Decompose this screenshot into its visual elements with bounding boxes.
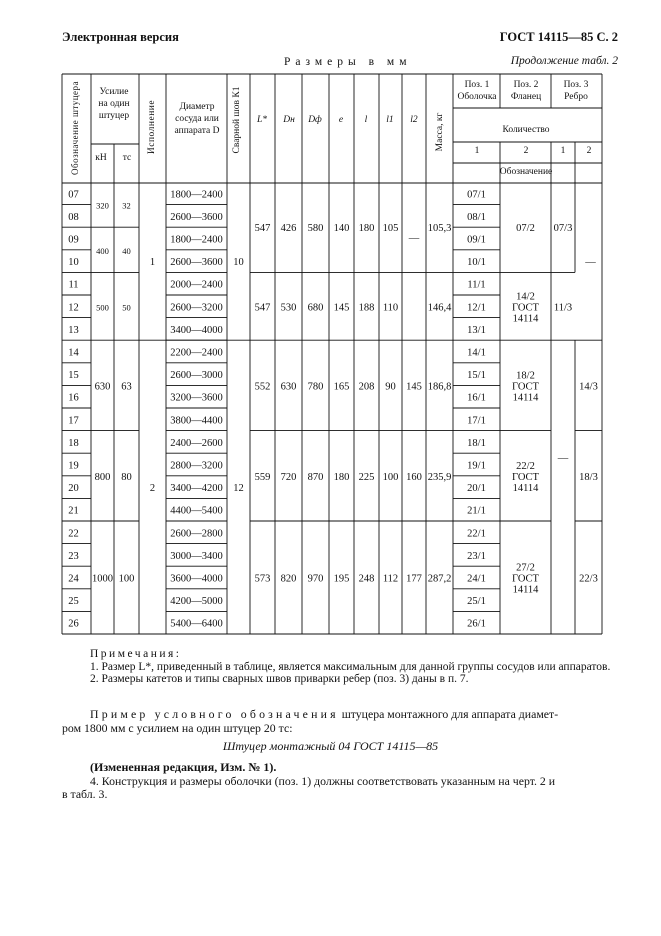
head-pos3-b: Ребро bbox=[564, 92, 588, 102]
head-mass: Масса, кг bbox=[435, 112, 446, 152]
row-shell-designation: 17/1 bbox=[467, 415, 486, 427]
flange-designation: 14114 bbox=[512, 482, 539, 494]
flange-designation: 27/2 bbox=[516, 562, 535, 574]
group-dn: 720 bbox=[280, 471, 297, 483]
rib-designation: 11/3 bbox=[553, 302, 573, 314]
group-df: 870 bbox=[307, 471, 324, 483]
row-diameter: 3400—4000 bbox=[170, 324, 223, 336]
group-l: 559 bbox=[254, 471, 271, 483]
head-q3: 1 bbox=[560, 146, 566, 156]
weld-value: 12 bbox=[233, 483, 244, 495]
head-force-2: на один bbox=[98, 99, 130, 109]
row-diameter: 2600—3600 bbox=[170, 257, 223, 269]
row-diameter: 2600—3200 bbox=[170, 302, 223, 314]
group-l2: — bbox=[408, 233, 420, 245]
head-tc: тс bbox=[122, 153, 132, 163]
force-tc: 100 bbox=[118, 573, 135, 585]
row-shell-designation: 09/1 bbox=[467, 234, 486, 246]
rib-designation: 18/3 bbox=[579, 471, 598, 483]
table-grid bbox=[62, 74, 602, 634]
row-shell-designation: 18/1 bbox=[467, 437, 486, 449]
flange-designation: 14114 bbox=[512, 584, 539, 596]
row-shell-designation: 19/1 bbox=[467, 460, 486, 472]
row-code: 21 bbox=[68, 505, 79, 517]
row-code: 09 bbox=[68, 234, 79, 246]
rib-designation: 07/3 bbox=[553, 223, 573, 235]
row-diameter: 2600—3000 bbox=[170, 370, 223, 382]
rib-designation: 14/3 bbox=[579, 381, 598, 393]
row-diameter: 1800—2400 bbox=[170, 234, 223, 246]
head-q4: 2 bbox=[586, 146, 592, 156]
execution-value: 2 bbox=[149, 483, 156, 495]
force-kn: 630 bbox=[94, 381, 111, 393]
group-dn: 820 bbox=[280, 573, 297, 585]
row-code: 20 bbox=[68, 483, 79, 495]
flange-designation: 07/2 bbox=[516, 223, 535, 235]
row-code: 14 bbox=[68, 347, 79, 359]
group-mass: 186,8 bbox=[427, 381, 452, 393]
table-body bbox=[68, 189, 598, 629]
row-diameter: 2400—2600 bbox=[170, 437, 223, 449]
row-diameter: 2000—2400 bbox=[170, 279, 223, 291]
row-shell-designation: 23/1 bbox=[467, 550, 486, 562]
group-l: 208 bbox=[358, 381, 375, 393]
row-shell-designation: 21/1 bbox=[467, 505, 486, 517]
head-force-1: Усилие bbox=[99, 87, 129, 97]
paragraph-4-line-2: в табл. 3. bbox=[62, 787, 108, 801]
head-kn: кН bbox=[95, 153, 107, 163]
row-code: 10 bbox=[68, 257, 79, 269]
rib-dash: — bbox=[585, 257, 596, 269]
group-dn: 630 bbox=[280, 381, 297, 393]
group-l2: 145 bbox=[406, 381, 422, 393]
example-lead: Пример условного обозначения bbox=[90, 707, 339, 721]
force-tc: 32 bbox=[122, 200, 131, 211]
head-e: e bbox=[338, 115, 344, 125]
flange-designation: ГОСТ bbox=[512, 302, 539, 314]
group-mass: 105,3 bbox=[427, 223, 452, 235]
row-shell-designation: 14/1 bbox=[467, 347, 486, 359]
note-2: 2. Размеры катетов и типы сварных швов приварки ребер (поз. 3) даны в п. 7. bbox=[90, 673, 469, 685]
row-code: 07 bbox=[68, 189, 79, 201]
example-line-1 bbox=[90, 707, 610, 722]
head-force-3: штуцер bbox=[98, 111, 130, 121]
group-l: 188 bbox=[358, 302, 375, 314]
row-code: 26 bbox=[68, 618, 79, 630]
row-shell-designation: 12/1 bbox=[467, 302, 486, 314]
row-shell-designation: 24/1 bbox=[467, 573, 486, 585]
force-tc: 80 bbox=[121, 471, 132, 483]
row-diameter: 2800—3200 bbox=[170, 460, 223, 472]
group-mass: 235,9 bbox=[427, 471, 452, 483]
group-df: 970 bbox=[307, 573, 324, 585]
change-note: (Измененная редакция, Изм. № 1). bbox=[90, 760, 277, 774]
row-code: 18 bbox=[68, 437, 79, 449]
group-mass: 287,2 bbox=[427, 573, 452, 585]
head-diam-3: аппарата D bbox=[174, 126, 220, 136]
head-designation-small: Обозначение bbox=[499, 167, 553, 177]
group-l1: 110 bbox=[382, 302, 399, 314]
force-kn: 1000 bbox=[92, 573, 113, 585]
rib-dash: — bbox=[557, 453, 569, 465]
head-l2: l2 bbox=[410, 115, 418, 125]
row-shell-designation: 13/1 bbox=[467, 324, 486, 336]
head-designation: Обозначение штуцера bbox=[70, 80, 81, 176]
row-diameter: 2600—2800 bbox=[170, 528, 223, 540]
head-Df: Dф bbox=[308, 115, 322, 125]
force-kn: 500 bbox=[96, 302, 109, 313]
header-right: ГОСТ 14115—85 С. 2 bbox=[499, 30, 618, 44]
force-tc: 40 bbox=[122, 245, 131, 256]
flange-designation: 22/2 bbox=[516, 460, 535, 472]
head-q2: 2 bbox=[523, 146, 529, 156]
group-l: 248 bbox=[358, 573, 375, 585]
row-code: 13 bbox=[68, 324, 79, 336]
flange-designation: ГОСТ bbox=[512, 573, 539, 585]
group-l1: 90 bbox=[385, 381, 396, 393]
row-code: 24 bbox=[68, 573, 79, 585]
group-l: 180 bbox=[358, 223, 375, 235]
row-diameter: 1800—2400 bbox=[170, 189, 223, 201]
head-diam-2: сосуда или bbox=[175, 114, 219, 124]
head-pos3-a: Поз. 3 bbox=[563, 80, 589, 90]
row-shell-designation: 25/1 bbox=[467, 596, 486, 608]
force-tc: 63 bbox=[121, 381, 132, 393]
group-dn: 426 bbox=[280, 223, 297, 235]
notes-heading: Примечания: bbox=[90, 648, 182, 660]
execution-value: 1 bbox=[149, 257, 156, 269]
row-code: 19 bbox=[68, 460, 79, 472]
example-line-2: ром 1800 мм с усилием на один штуцер 20 тс: bbox=[62, 721, 293, 735]
group-l1: 112 bbox=[382, 573, 399, 585]
continuation-caption: Продолжение табл. 2 bbox=[510, 55, 618, 67]
head-execution: Исполнение bbox=[147, 99, 158, 155]
row-code: 17 bbox=[68, 415, 79, 427]
row-code: 15 bbox=[68, 370, 79, 382]
group-mass: 146,4 bbox=[427, 302, 452, 314]
row-shell-designation: 26/1 bbox=[467, 618, 486, 630]
example-text-1: штуцера монтажного для аппарата диамет- bbox=[341, 707, 559, 721]
group-l: 547 bbox=[254, 223, 271, 235]
group-dn: 530 bbox=[280, 302, 297, 314]
group-l2: 160 bbox=[406, 471, 422, 483]
group-l: 552 bbox=[254, 381, 271, 393]
flange-designation: 14/2 bbox=[516, 291, 535, 303]
flange-designation: ГОСТ bbox=[512, 471, 539, 483]
flange-designation: 14114 bbox=[512, 392, 539, 404]
head-pos1-a: Поз. 1 bbox=[464, 80, 490, 90]
row-diameter: 3400—4200 bbox=[170, 483, 223, 495]
row-code: 22 bbox=[68, 528, 79, 540]
row-diameter: 5400—6400 bbox=[170, 618, 223, 630]
head-l: l bbox=[364, 115, 368, 125]
group-l: 573 bbox=[254, 573, 271, 585]
row-code: 08 bbox=[68, 211, 79, 223]
head-Dn: Dн bbox=[283, 115, 295, 125]
row-code: 23 bbox=[68, 550, 79, 562]
header-left: Электронная версия bbox=[62, 30, 179, 44]
group-l: 547 bbox=[254, 302, 271, 314]
head-q1: 1 bbox=[474, 146, 480, 156]
group-e: 140 bbox=[333, 223, 350, 235]
force-tc: 50 bbox=[122, 302, 131, 313]
row-shell-designation: 22/1 bbox=[467, 528, 486, 540]
row-diameter: 4200—5000 bbox=[170, 596, 223, 608]
head-pos1-b: Оболочка bbox=[457, 92, 497, 102]
head-pos2-b: Фланец bbox=[510, 92, 542, 102]
weld-value: 10 bbox=[233, 257, 244, 269]
row-diameter: 3800—4400 bbox=[170, 415, 223, 427]
row-shell-designation: 15/1 bbox=[467, 370, 486, 382]
row-diameter: 4400—5400 bbox=[170, 505, 223, 517]
row-diameter: 3600—4000 bbox=[170, 573, 223, 585]
row-diameter: 3200—3600 bbox=[170, 392, 223, 404]
row-shell-designation: 07/1 bbox=[467, 189, 486, 201]
force-kn: 400 bbox=[96, 245, 109, 256]
head-l1: l1 bbox=[386, 115, 394, 125]
head-L: L* bbox=[256, 115, 268, 125]
row-shell-designation: 16/1 bbox=[467, 392, 486, 404]
force-kn: 320 bbox=[96, 200, 109, 211]
group-l: 225 bbox=[358, 471, 375, 483]
row-shell-designation: 08/1 bbox=[467, 211, 486, 223]
head-weld: Сварной шов К1 bbox=[232, 86, 243, 154]
row-code: 11 bbox=[68, 279, 79, 291]
flange-designation: ГОСТ bbox=[512, 381, 539, 393]
flange-designation: 18/2 bbox=[516, 370, 535, 382]
row-code: 25 bbox=[68, 596, 79, 608]
group-l2: 177 bbox=[406, 573, 422, 585]
sizes-caption: Размеры в мм bbox=[284, 56, 412, 68]
group-df: 680 bbox=[307, 302, 324, 314]
group-df: 580 bbox=[307, 223, 324, 235]
force-kn: 800 bbox=[94, 471, 111, 483]
group-e: 180 bbox=[333, 471, 350, 483]
row-diameter: 3000—3400 bbox=[170, 550, 223, 562]
row-shell-designation: 20/1 bbox=[467, 483, 486, 495]
head-pos2-a: Поз. 2 bbox=[513, 80, 539, 90]
row-code: 16 bbox=[68, 392, 79, 404]
row-diameter: 2200—2400 bbox=[170, 347, 223, 359]
row-code: 12 bbox=[68, 302, 79, 314]
row-diameter: 2600—3600 bbox=[170, 211, 223, 223]
example-designation: Штуцер монтажный 04 ГОСТ 14115—85 bbox=[222, 739, 439, 753]
row-shell-designation: 11/1 bbox=[467, 279, 486, 291]
group-df: 780 bbox=[307, 381, 324, 393]
rib-designation: 22/3 bbox=[579, 573, 598, 585]
paragraph-4-line-1: 4. Конструкция и размеры оболочки (поз. 1) должны соответствовать указанным на черт. 2 и bbox=[90, 774, 556, 788]
group-e: 195 bbox=[333, 573, 350, 585]
group-e: 145 bbox=[333, 302, 350, 314]
notes bbox=[90, 648, 610, 686]
row-shell-designation: 10/1 bbox=[467, 257, 486, 269]
group-l1: 100 bbox=[382, 471, 399, 483]
note-1: 1. Размер L*, приведенный в таблице, является максимальным для данной группы сосудов или аппаратов. bbox=[90, 660, 611, 673]
head-diam-1: Диаметр bbox=[179, 102, 215, 112]
group-l1: 105 bbox=[382, 223, 399, 235]
group-e: 165 bbox=[333, 381, 350, 393]
head-quantity: Количество bbox=[502, 125, 550, 135]
flange-designation: 14114 bbox=[512, 313, 539, 325]
